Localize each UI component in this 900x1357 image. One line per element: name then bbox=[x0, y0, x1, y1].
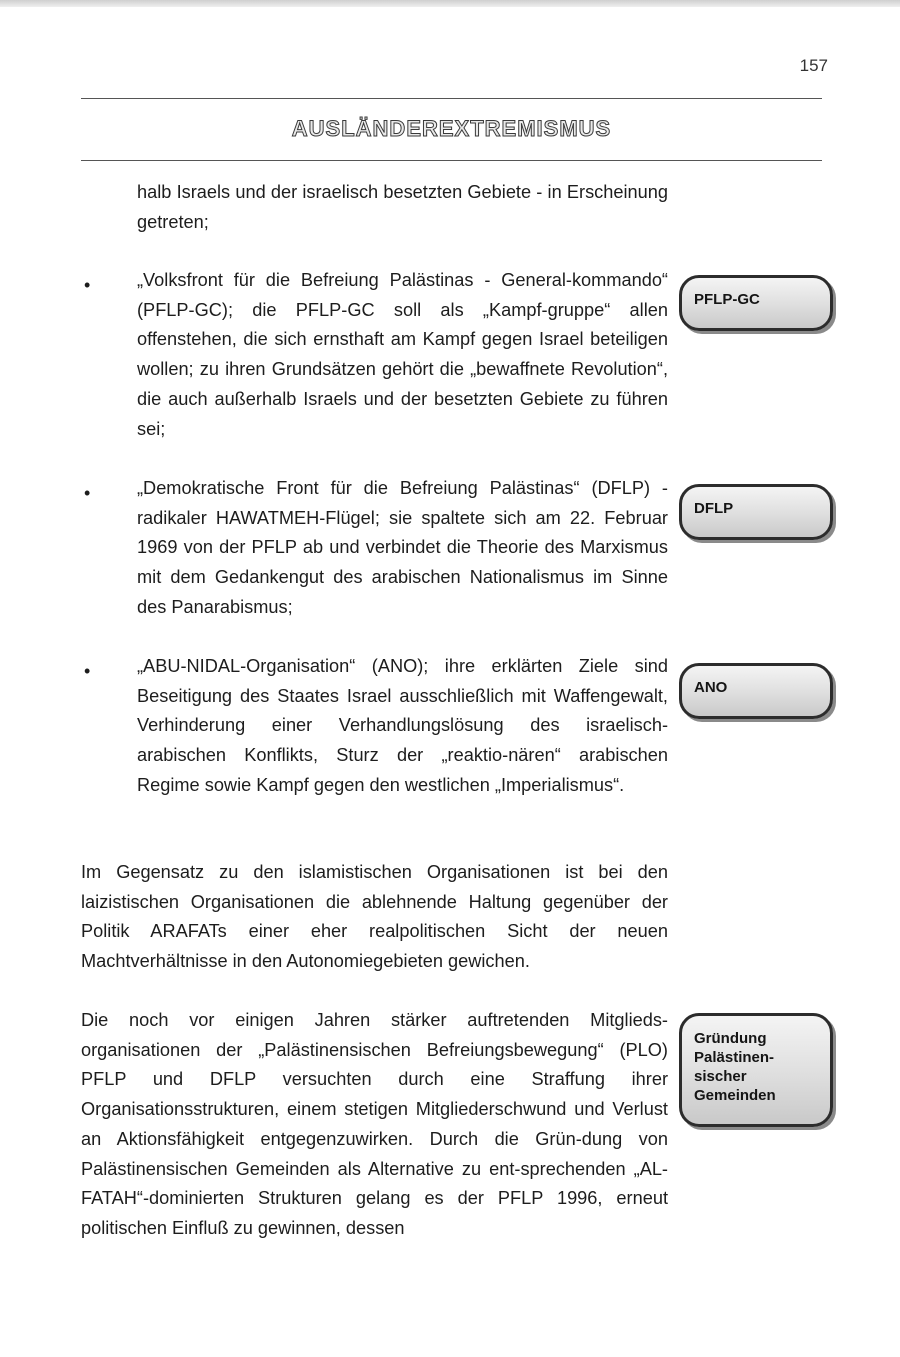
page-number: 157 bbox=[799, 56, 828, 75]
margin-tag-label: Gründung Palästinen- sischer Gemeinden bbox=[694, 1030, 776, 1104]
bullet-item-ano: „ABU-NIDAL-Organisation“ (ANO); ihre erklärten Ziele sind Beseitigung des Staates Israel ausschließlich mit Waffengewalt, Verhinderung einer Verhandlungslösung des israelisch-arabischen Konflikts, Sturz der „reaktio-nären“ arabischen Regime sowie Kampf gegen den westlichen „Imperialismus“. bbox=[137, 656, 668, 795]
paragraph-intro: halb Israels und der israelisch besetzten Gebiete - in Erscheinung getreten; bbox=[137, 182, 668, 232]
bullet-item-pflp-gc: „Volksfront für die Befreiung Palästinas - General-kommando“ (PFLP-GC); die PFLP-GC soll als „Kampf-gruppe“ allen offenstehen, die sich ernsthaft am Kampf gegen Israel beteiligen wollen; zu ihren Grundsätzen gehört die „bewaffnete Revolution“, die auch außerhalb Israels und der besetzten Gebiete zu führen sei; bbox=[137, 270, 668, 439]
margin-tag-label: ANO bbox=[694, 679, 728, 696]
margin-tag-pflp-gc bbox=[679, 275, 833, 331]
bullet-marker: • bbox=[84, 275, 91, 295]
margin-tag-gruendung bbox=[679, 1013, 833, 1127]
margin-tag-ano bbox=[679, 663, 833, 719]
bullet-marker: • bbox=[84, 483, 91, 503]
margin-tag-label: DFLP bbox=[694, 500, 734, 517]
margin-tag-label: PFLP-GC bbox=[694, 291, 760, 308]
scan-top-edge bbox=[0, 0, 900, 7]
paragraph-plo: Die noch vor einigen Jahren stärker auftretenden Mitglieds-organisationen der „Palästinensischen Befreiungsbewegung“ (PLO) PFLP und DFLP versuchten durch eine Straffung ihrer Organisationsstrukturen, einem stetigen Mitgliederschwund und Verlust an Aktionsfähigkeit entgegenzuwirken. Durch die Grün-dung von Palästinensischen Gemeinden als Alternative zu ent-sprechenden „AL-FATAH“-dominierten Strukturen gelang es der PFLP 1996, erneut politischen Einfluß zu gewinnen, dessen bbox=[81, 1010, 668, 1238]
running-header: AUSLÄNDEREXTREMISMUS bbox=[291, 116, 612, 141]
header-bottom-rule bbox=[81, 160, 822, 161]
bullet-marker: • bbox=[84, 661, 91, 681]
margin-tag-dflp bbox=[679, 484, 833, 540]
header-top-rule bbox=[81, 98, 822, 99]
paragraph-contrast: Im Gegensatz zu den islamistischen Organisationen ist bei den laizistischen Organisationen die ablehnende Haltung gegenüber der Politik ARAFATs einer eher realpolitischen Sicht der neuen Machtverhältnisse in den Autonomiegebieten gewichen. bbox=[81, 862, 668, 972]
bullet-item-dflp: „Demokratische Front für die Befreiung Palästinas“ (DFLP) - radikaler HAWATMEH-Flügel; sie spaltete sich am 22. Februar 1969 von der PFLP ab und verbindet die Theorie des Marxismus mit dem Gedankengut des arabischen Nationalismus im Sinne des Panarabismus; bbox=[137, 478, 668, 617]
